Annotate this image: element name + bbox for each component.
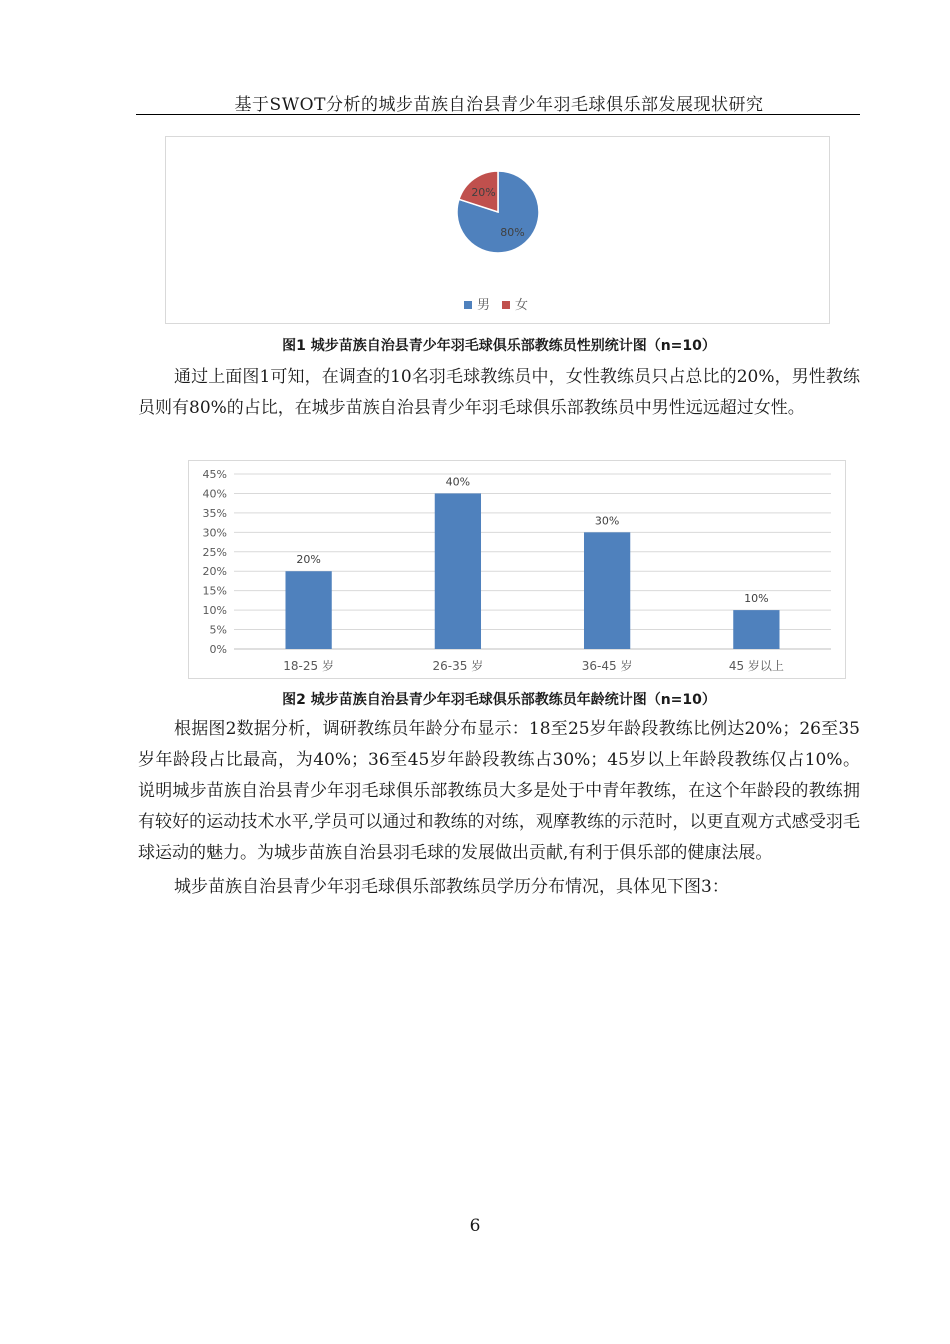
header-rule — [136, 114, 860, 115]
bar-3 — [733, 610, 779, 649]
legend-swatch-1 — [502, 301, 510, 309]
pie-data-label-0: 80% — [500, 225, 525, 239]
y-tick-label: 20% — [202, 565, 227, 579]
bar-data-label-0: 20% — [296, 553, 321, 567]
bar-data-label-1: 40% — [445, 475, 471, 489]
pie-data-label-1: 20% — [471, 186, 496, 200]
paragraph-3-text: 城步苗族自治县青少年羽毛球俱乐部教练员学历分布情况，具体见下图3： — [174, 877, 729, 897]
y-tick-label: 30% — [202, 526, 227, 540]
paragraph-1-text: 通过上面图1可知，在调查的10名羽毛球教练员中，女性教练员只占总比的20%，男性教练员则有80%的占比，在城步苗族自治县青少年羽毛球俱乐部教练员中男性远远超过女性。 — [138, 367, 860, 418]
y-tick-label: 10% — [202, 604, 227, 618]
running-header: 基于SWOT分析的城步苗族自治县青少年羽毛球俱乐部发展现状研究 — [234, 95, 764, 115]
y-tick-label: 15% — [202, 584, 227, 598]
pie-chart-frame — [165, 136, 830, 324]
x-tick-label-1: 26-35 岁 — [432, 659, 484, 673]
x-tick-label-3: 45 岁以上 — [728, 659, 784, 673]
gender-pie-chart — [166, 137, 829, 323]
bar-1 — [435, 493, 481, 649]
y-tick-label: 35% — [202, 506, 227, 520]
y-tick-label: 45% — [202, 468, 227, 481]
bar-2 — [584, 532, 630, 649]
legend-swatch-0 — [464, 301, 472, 309]
y-tick-label: 25% — [202, 545, 227, 559]
x-tick-label-0: 18-25 岁 — [283, 659, 334, 673]
legend-label-1: 女 — [515, 298, 529, 313]
figure1-caption: 图1 城步苗族自治县青少年羽毛球俱乐部教练员性别统计图（n=10） — [282, 338, 716, 354]
page-number: 6 — [469, 1216, 481, 1236]
paragraph-2 — [138, 714, 860, 903]
y-tick-label: 5% — [209, 623, 227, 637]
figure2-caption: 图2 城步苗族自治县青少年羽毛球俱乐部教练员年龄统计图（n=10） — [282, 692, 716, 708]
bar-data-label-2: 30% — [594, 514, 620, 528]
legend-label-0: 男 — [477, 298, 491, 313]
bar-chart-frame — [188, 460, 846, 679]
x-tick-label-2: 36-45 岁 — [581, 659, 633, 673]
y-tick-label: 40% — [202, 487, 227, 501]
paragraph-2-text: 根据图2数据分析，调研教练员年龄分布显示：18至25岁年龄段教练比例达20%；26至35岁年龄段占比最高，为40%；36至45岁年龄段教练占30%；45岁以上年龄段教练仅占10%。说明城步苗族自治县青少年羽毛球俱乐部教练员大多是处于中青年教练，在这个年龄段的教练拥有较好的运动技术水平,学员可以通过和教练的对练，观摩教练的示范时，以更直观方式感受羽毛球运动的魅力。为城步苗族自治县羽毛球的发展做出贡献,有利于俱乐部的健康法展。 — [138, 719, 860, 863]
bar-data-label-3: 10% — [744, 592, 769, 606]
y-tick-label: 0% — [209, 643, 227, 656]
bar-0 — [285, 571, 331, 649]
age-bar-chart — [189, 461, 845, 678]
paragraph-1 — [138, 362, 860, 424]
